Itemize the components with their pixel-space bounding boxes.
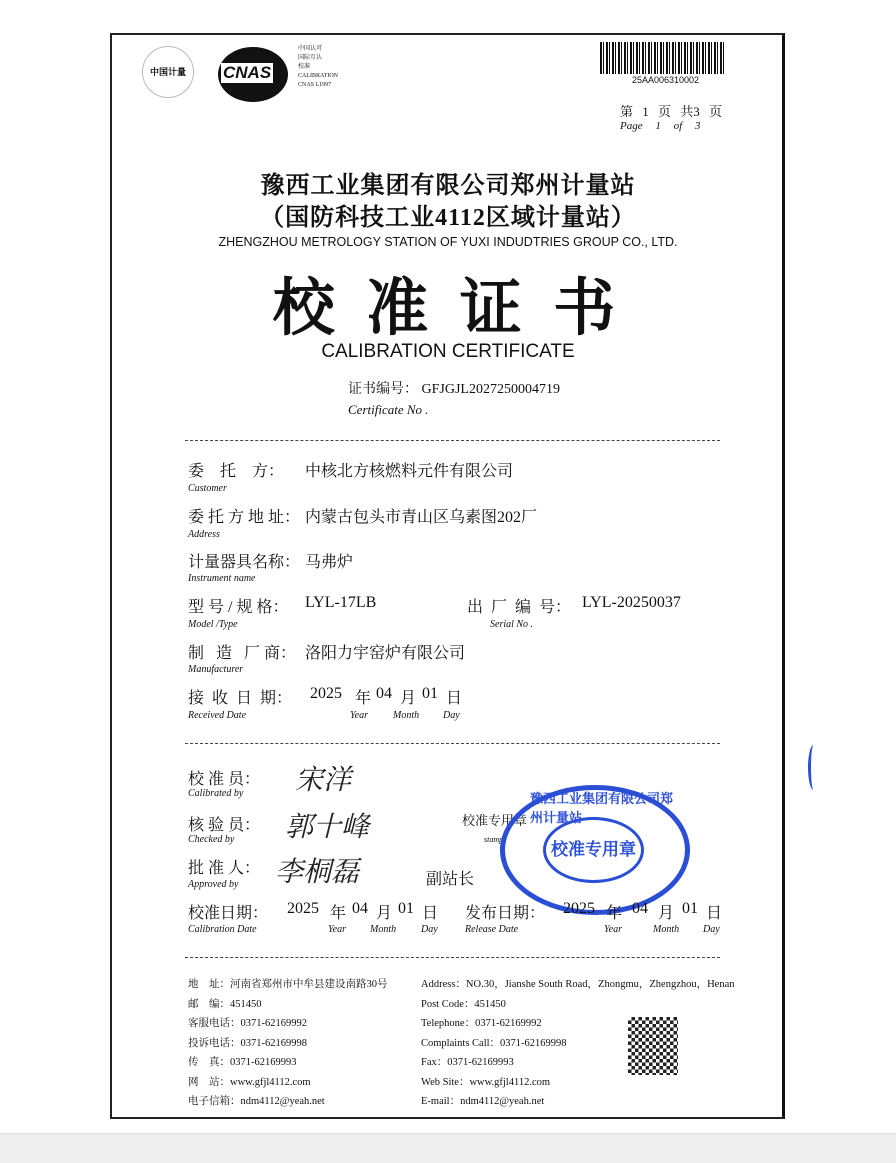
qr-code xyxy=(628,1017,678,1075)
header-accreditation-lines-3: CALIBRATION xyxy=(298,73,338,79)
received-y-en: Year xyxy=(350,710,368,721)
header-logo-cnas-text: CNAS xyxy=(223,63,272,82)
dates-calibration-en: Calibration Date xyxy=(188,924,257,935)
footer-left-5: 网 站：www.gfjl4112.com xyxy=(188,1076,311,1088)
header-page-cn-0: 第 xyxy=(620,104,634,119)
received-m-en: Month xyxy=(393,710,420,721)
signatures-stamp-center: 校准专用章 xyxy=(543,817,644,883)
footer-left-1: 邮 编：451450 xyxy=(188,998,262,1010)
received-d-en: Day xyxy=(703,924,720,935)
header-page-cn-3: 3 xyxy=(693,104,700,119)
footer-right-0: Address：NO.30，Jianshe South Road，Zhongmu，Zhengzhou，Henan xyxy=(421,979,735,990)
fields-2-value: 马弗炉 xyxy=(305,554,354,571)
signature-approver: 李桐磊 xyxy=(275,855,360,888)
header-page-cn-4: 页 xyxy=(709,104,723,119)
fields-4-value: 洛阳力宇窑炉有限公司 xyxy=(305,645,466,662)
signatures-stamp-ring: 豫西工业集团有限公司郑州计量站 xyxy=(530,791,674,825)
header-accreditation-lines-1: 国际互认 xyxy=(298,55,323,61)
received-m-cn: 月 xyxy=(658,905,675,922)
fields-4-label-cn: 制 造 厂 商： xyxy=(188,645,297,662)
dates-day: 01 xyxy=(682,900,698,917)
divider xyxy=(185,440,720,441)
certificate-number: GFJGJL2027250004719 xyxy=(421,382,560,397)
org-name-cn-sub: （国防科技工业4112区域计量站） xyxy=(260,205,636,231)
barcode-number: 25AA006310002 xyxy=(632,75,700,85)
stamp-label-en: stamp xyxy=(484,835,504,844)
fields-1-value: 内蒙古包头市青山区乌素图202厂 xyxy=(305,509,538,526)
received-day: 01 xyxy=(422,685,438,702)
received-d-cn: 日 xyxy=(446,690,463,707)
fields-3-value: LYL-17LB xyxy=(305,594,377,611)
page-number-en xyxy=(620,120,700,132)
header-page-en-2: of xyxy=(673,120,683,132)
signatures-approver-title: 副站长 xyxy=(426,871,475,888)
divider xyxy=(185,957,720,958)
fields-0-label-cn: 委 托 方： xyxy=(188,463,285,480)
serial-label-cn: 出 厂 编 号： xyxy=(467,599,572,616)
header-accreditation-lines-4: CNAS L1997 xyxy=(298,82,332,88)
fields-1-label-cn: 委 托 方 地 址： xyxy=(188,509,301,526)
fields-2-label-cn: 计量器具名称： xyxy=(188,554,301,571)
received-y-cn: 年 xyxy=(330,905,347,922)
dates-release-en: Release Date xyxy=(465,924,519,935)
fields-0-label-en: Customer xyxy=(188,483,227,494)
header-page-cn-1: 1 xyxy=(642,104,649,119)
signatures-approved-cn: 批 准 人： xyxy=(188,860,261,877)
footer-right-5: Web Site：www.gfjl4112.com xyxy=(421,1076,551,1088)
fields-3-label-en: Model /Type xyxy=(188,619,238,630)
signature-checker: 郭十峰 xyxy=(285,810,370,843)
dates-day: 01 xyxy=(398,900,414,917)
received-d-cn: 日 xyxy=(422,905,439,922)
org-name-en: ZHENGZHOU METROLOGY STATION OF YUXI INDUDTRIES GROUP CO., LTD. xyxy=(218,235,678,249)
dates-month: 04 xyxy=(352,900,368,917)
header-logo-cma-text: 中国计量 xyxy=(149,67,186,77)
signature-calibrator: 宋洋 xyxy=(295,763,352,796)
fields-4-label-en: Manufacturer xyxy=(188,664,244,675)
fields-2-label-en: Instrument name xyxy=(188,573,256,584)
received-m-en: Month xyxy=(370,924,397,935)
fields-0-value: 中核北方核燃料元件有限公司 xyxy=(305,463,514,480)
dates-month: 04 xyxy=(632,900,648,917)
signatures-calibrated-en: Calibrated by xyxy=(188,788,244,799)
cma-logo xyxy=(142,46,194,98)
received-label-en: Received Date xyxy=(188,710,247,721)
footer-contact-cn xyxy=(188,975,388,1112)
certificate-number xyxy=(348,378,560,398)
fields-1-label-en: Address xyxy=(188,529,220,540)
cnas-logo xyxy=(218,47,288,102)
official-stamp xyxy=(500,785,690,915)
header-accreditation-lines-0: 中国认可 xyxy=(298,46,323,52)
footer-right-4: Fax：0371-62169993 xyxy=(421,1057,514,1068)
received-d-en: Day xyxy=(421,924,438,935)
received-d-cn: 日 xyxy=(706,905,723,922)
divider xyxy=(185,743,720,744)
certificate-number-label-en: Certificate No . xyxy=(348,402,429,417)
header-page-en-0: Page xyxy=(620,120,643,132)
footer-right-3: Complaints Call：0371-62169998 xyxy=(421,1037,567,1049)
certificate-label-cn: 证书编号： xyxy=(348,382,418,397)
signatures-approved-en: Approved by xyxy=(188,879,239,890)
org-name-cn: 豫西工业集团有限公司郑州计量站 xyxy=(260,173,636,199)
dates-release-cn: 发布日期： xyxy=(465,905,546,922)
footer-left-6: 电子信箱：ndm4112@yeah.net xyxy=(188,1096,325,1107)
received-y-cn: 年 xyxy=(606,905,623,922)
dates-year: 2025 xyxy=(287,900,319,917)
footer-contact-en xyxy=(421,975,735,1112)
fields-3-label-cn: 型 号 / 规 格： xyxy=(188,599,289,616)
header-accreditation-lines-2: 校准 xyxy=(298,64,311,70)
received-year: 2025 xyxy=(310,685,342,702)
dates-calibration-cn: 校准日期： xyxy=(188,905,269,922)
received-y-en: Year xyxy=(604,924,622,935)
received-month: 04 xyxy=(376,685,392,702)
dates-year: 2025 xyxy=(563,900,595,917)
accreditation-text xyxy=(298,45,338,90)
scan-edge-mark xyxy=(808,745,819,790)
signatures-checked-en: Checked by xyxy=(188,834,235,845)
document-title-cn: 校 准 证 书 xyxy=(272,275,624,343)
header-page-en-3: 3 xyxy=(694,120,701,132)
received-m-en: Month xyxy=(653,924,680,935)
footer-left-2: 客服电话：0371-62169992 xyxy=(188,1018,307,1029)
serial-value: LYL-20250037 xyxy=(582,594,681,611)
received-label-cn: 接 收 日 期： xyxy=(188,690,293,707)
footer-left-3: 投诉电话：0371-62169998 xyxy=(188,1037,307,1049)
signatures-calibrated-cn: 校 准 员： xyxy=(188,771,261,788)
page-number-cn xyxy=(620,101,722,120)
footer-right-6: E-mail：ndm4112@yeah.net xyxy=(421,1096,545,1107)
barcode xyxy=(600,42,725,74)
header-page-cn-2: 页 共 xyxy=(658,104,694,119)
stamp-label-cn: 校准专用章 xyxy=(462,813,528,828)
received-y-cn: 年 xyxy=(355,690,372,707)
received-m-cn: 月 xyxy=(376,905,393,922)
received-d-en: Day xyxy=(443,710,460,721)
footer-right-2: Telephone：0371-62169992 xyxy=(421,1018,542,1029)
footer-left-4: 传 真：0371-62169993 xyxy=(188,1057,297,1068)
signatures-checked-cn: 核 验 员： xyxy=(188,817,261,834)
received-y-en: Year xyxy=(328,924,346,935)
received-m-cn: 月 xyxy=(400,690,417,707)
footer-left-0: 地 址：河南省郑州市中牟县建设南路30号 xyxy=(188,979,388,990)
document-title-en: CALIBRATION CERTIFICATE xyxy=(321,341,575,362)
bottom-strip xyxy=(0,1133,896,1163)
header-page-en-1: 1 xyxy=(655,120,661,132)
serial-label-en: Serial No . xyxy=(490,619,534,630)
footer-right-1: Post Code：451450 xyxy=(421,998,506,1010)
